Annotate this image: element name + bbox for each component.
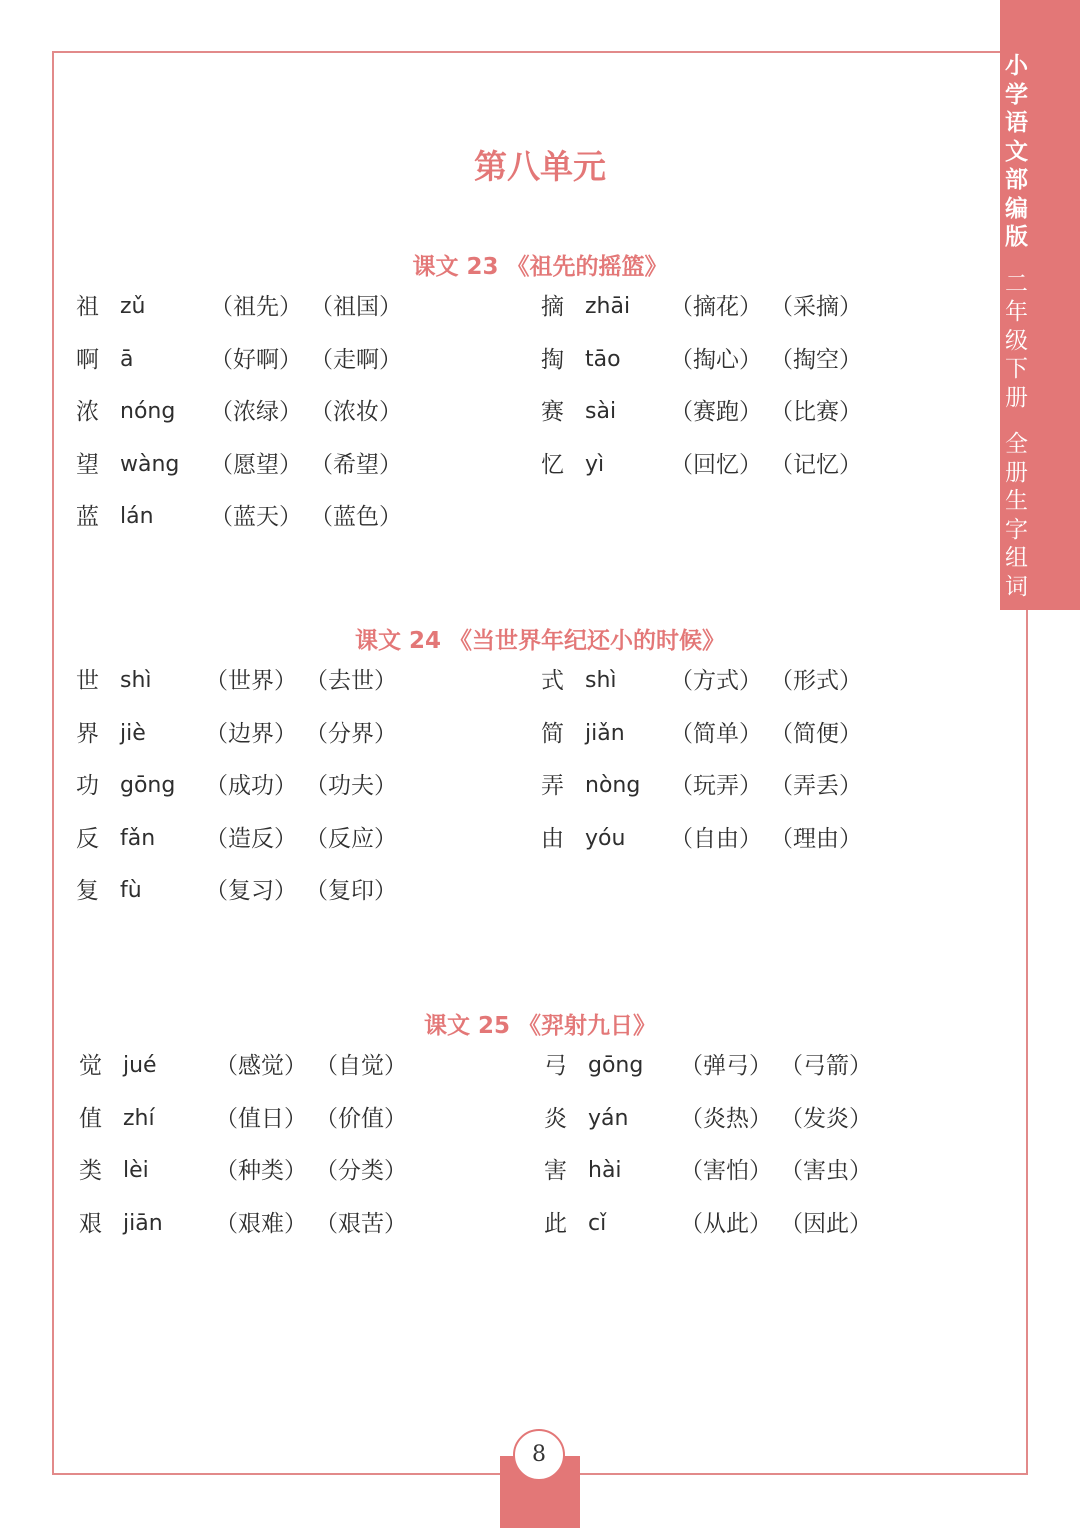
word-1: （摘花） [670,294,762,320]
word-row [0,661,1080,701]
character: 此 [544,1210,567,1237]
lesson-title: 课文 25 《羿射九日》 [423,1013,657,1039]
character: 类 [79,1158,102,1184]
word-2: （价值） [315,1105,407,1132]
character: 觉 [79,1053,102,1079]
word-1: （炎热） [680,1105,772,1132]
pinyin: lán [120,504,154,529]
word-1: （浓绿） [210,399,302,425]
side-tab-char: 组 [1005,545,1028,571]
character: 反 [76,825,99,852]
character: 望 [76,451,99,478]
unit-title: 第八单元 [474,147,606,186]
character: 摘 [541,294,564,320]
word-1: （简单） [670,720,762,747]
word-2: （走啊） [310,346,402,373]
word-row [0,871,1080,911]
side-tab-char: 年 [1005,299,1028,325]
side-tab-char: 字 [1005,516,1028,543]
word-2: （弄丢） [770,773,862,799]
word-1: （感觉） [215,1053,307,1079]
word-1: （蓝天） [210,504,302,530]
page-number: 8 [513,1429,565,1481]
word-1: （复习） [205,878,297,904]
word-row [0,392,1080,432]
pinyin: jiǎn [585,720,625,746]
character: 炎 [544,1105,567,1132]
word-1: （玩弄） [670,773,762,799]
word-row [0,1046,1080,1086]
character: 祖 [76,294,99,320]
word-2: （蓝色） [310,504,402,530]
side-tab-char: 下 [1005,356,1028,382]
word-row [0,497,1080,537]
word-row [0,819,1080,859]
pinyin: ā [120,346,134,372]
side-tab-char: 级 [1005,327,1028,354]
word-1: （从此） [680,1210,772,1237]
character: 简 [541,720,564,747]
character: 功 [76,773,99,799]
word-2: （希望） [310,451,402,478]
pinyin: jiān [123,1210,163,1236]
side-tab-char: 册 [1005,459,1028,486]
word-1: （弹弓） [680,1053,772,1079]
pinyin: sài [585,399,617,424]
lesson-title: 课文 24 《当世界年纪还小的时候》 [354,628,726,654]
pinyin: zǔ [120,294,146,319]
word-2: （害虫） [780,1158,872,1184]
pinyin: nòng [585,773,641,798]
pinyin: yóu [585,825,626,851]
word-2: （分类） [315,1158,407,1184]
word-1: （种类） [215,1158,307,1184]
word-2: （分界） [305,720,397,747]
pinyin: nóng [120,399,176,424]
word-2: （采摘） [770,294,862,320]
word-2: （理由） [770,825,862,852]
pinyin: fù [120,878,142,903]
character: 弓 [544,1053,567,1079]
word-row [0,1151,1080,1191]
word-row [0,1204,1080,1244]
pinyin: lèi [123,1158,149,1183]
word-row [0,714,1080,754]
side-tab-char: 生 [1005,488,1028,514]
side-tab-char: 册 [1005,384,1028,411]
word-1: （世界） [205,668,297,694]
word-2: （去世） [305,668,397,694]
side-tab-char: 词 [1005,573,1028,600]
pinyin: zhí [123,1105,155,1131]
side-tab-char: 版 [1005,224,1028,250]
character: 忆 [541,451,564,478]
word-1: （方式） [670,668,762,694]
word-1: （成功） [205,773,297,799]
side-tab-char: 文 [1005,138,1028,165]
pinyin: jué [123,1053,157,1078]
word-2: （复印） [305,878,397,904]
side-tab-char: 编 [1005,195,1028,222]
character: 赛 [541,399,564,425]
word-1: （愿望） [210,451,302,478]
word-2: （发炎） [780,1105,872,1132]
word-1: （掏心） [670,346,762,373]
word-1: （祖先） [210,294,302,320]
pinyin: jiè [120,720,146,746]
side-tab-char: 二 [1005,270,1028,297]
word-row [0,340,1080,380]
character: 世 [76,668,99,694]
character: 由 [541,825,564,852]
word-1: （值日） [215,1105,307,1132]
character: 浓 [76,399,99,425]
pinyin: hài [588,1158,622,1183]
character: 掏 [541,346,564,373]
word-2: （简便） [770,720,862,747]
side-tab-char: 全 [1005,431,1028,457]
pinyin: cǐ [588,1210,607,1236]
pinyin: gōng [120,773,176,798]
word-1: （回忆） [670,451,762,478]
side-tab-char: 小 [1005,53,1028,79]
pinyin: gōng [588,1053,644,1078]
character: 界 [76,720,99,747]
side-tab-char: 语 [1005,110,1028,136]
word-2: （比赛） [770,399,862,425]
word-row [0,766,1080,806]
character: 值 [79,1105,102,1132]
word-2: （浓妆） [310,399,402,425]
word-2: （自觉） [315,1053,407,1079]
word-1: （自由） [670,825,762,852]
pinyin: tāo [585,346,621,372]
lesson-title: 课文 23 《祖先的摇篮》 [412,254,668,280]
side-tab-char: 学 [1005,81,1028,108]
word-1: （艰难） [215,1210,307,1237]
word-2: （形式） [770,668,862,694]
pinyin: fǎn [120,825,156,851]
word-2: （艰苦） [315,1210,407,1237]
pinyin: yì [585,451,605,477]
word-1: （造反） [205,825,297,852]
character: 啊 [76,346,99,373]
pinyin: yán [588,1105,629,1131]
word-2: （掏空） [770,346,862,373]
word-row [0,287,1080,327]
pinyin: zhāi [585,294,631,319]
word-row [0,445,1080,485]
character: 式 [541,668,564,694]
word-1: （边界） [205,720,297,747]
word-2: （记忆） [770,451,862,478]
word-2: （反应） [305,825,397,852]
word-row [0,1099,1080,1139]
word-2: （因此） [780,1210,872,1237]
word-2: （祖国） [310,294,402,320]
character: 蓝 [76,504,99,530]
word-2: （弓箭） [780,1053,872,1079]
pinyin: shì [585,668,617,693]
word-1: （好啊） [210,346,302,373]
pinyin: wàng [120,451,180,477]
character: 害 [544,1158,567,1184]
character: 艰 [79,1210,102,1237]
word-2: （功夫） [305,773,397,799]
word-1: （害怕） [680,1158,772,1184]
side-tab-char: 部 [1005,167,1028,193]
character: 复 [76,878,99,904]
character: 弄 [541,773,564,799]
pinyin: shì [120,668,152,693]
word-1: （赛跑） [670,399,762,425]
